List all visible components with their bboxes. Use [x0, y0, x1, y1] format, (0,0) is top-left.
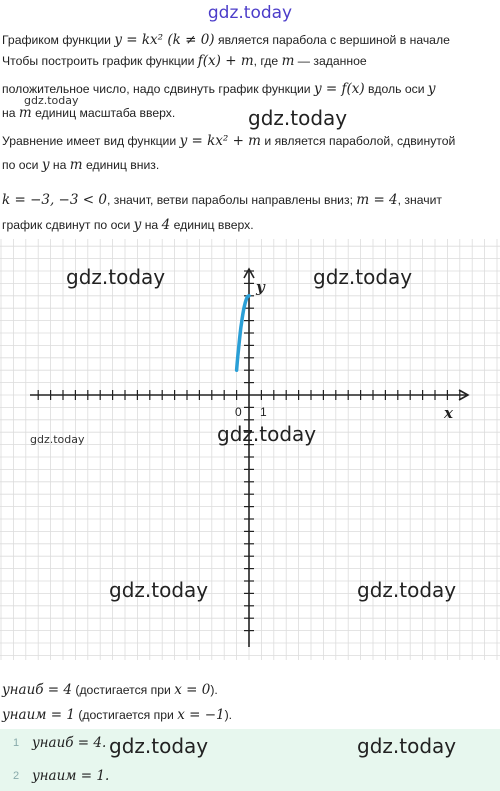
text-span: график сдвинут по оси	[2, 218, 134, 232]
text-span: положительное число, надо сдвинуть график функции	[2, 82, 314, 96]
result-max	[2, 682, 218, 698]
formula: x = 0	[174, 682, 211, 698]
text-span: и является параболой, сдвинутой	[260, 134, 456, 148]
watermark: gdz.today	[357, 578, 457, 602]
formula: y	[41, 157, 50, 173]
text-span: Графиком функции	[2, 33, 115, 47]
watermark: gdz.today	[357, 734, 457, 758]
text-span: по оси	[2, 158, 42, 172]
formula: y	[133, 217, 142, 233]
text-line-1	[2, 32, 450, 48]
formula: yнаиб = 4	[2, 682, 72, 698]
text-line-4	[2, 105, 175, 121]
text-line-8	[2, 217, 254, 233]
text-span: (достигается при	[72, 683, 175, 697]
text-span: единиц масштаба вверх.	[31, 106, 176, 120]
formula: k = −3, −3 < 0	[2, 192, 107, 208]
formula: y	[427, 81, 436, 97]
formula: m	[18, 105, 32, 121]
text-span: является парабола с вершиной в начале	[214, 33, 450, 47]
formula: m = 4	[356, 192, 398, 208]
formula: m	[69, 157, 83, 173]
watermark-small: gdz.today	[30, 433, 85, 446]
watermark: gdz.today	[217, 422, 317, 446]
watermark: gdz.today	[109, 734, 209, 758]
formula: 4	[161, 217, 171, 233]
origin-label: 0	[235, 405, 242, 419]
text-span: на	[2, 106, 19, 120]
watermark: gdz.today	[313, 265, 413, 289]
text-span: , значит	[397, 193, 442, 207]
text-span: , где	[253, 54, 282, 68]
text-span: на	[141, 218, 162, 232]
formula: f(x) + m	[197, 53, 254, 69]
watermark: gdz.today	[248, 106, 348, 130]
formula: y = kx² + m	[179, 133, 261, 149]
text-span: на	[49, 158, 70, 172]
text-line-6	[2, 157, 159, 173]
watermark: gdz.today	[66, 265, 166, 289]
text-span: ).	[210, 683, 218, 697]
watermark: gdz.today	[109, 578, 209, 602]
answer-number: 2	[13, 770, 20, 782]
text-line-7	[2, 192, 442, 208]
text-span: — заданное	[294, 54, 367, 68]
result-min	[2, 707, 232, 723]
text-line-2	[2, 53, 367, 69]
formula: m	[281, 53, 295, 69]
text-span: единиц вниз.	[82, 158, 160, 172]
answer-text: yнаиб = 4.	[32, 735, 107, 751]
y-axis-label: y	[256, 278, 265, 296]
answer-number: 1	[13, 737, 20, 749]
text-span: вдоль оси	[364, 82, 428, 96]
formula: x = −1	[177, 707, 225, 723]
x-axis-label: x	[444, 404, 453, 422]
text-span: ).	[224, 708, 233, 722]
text-span: единиц вверх.	[170, 218, 254, 232]
formula: y = f(x)	[313, 81, 365, 97]
watermark-small: gdz.today	[24, 94, 79, 107]
unit-label: 1	[260, 405, 267, 419]
text-line-5	[2, 133, 455, 149]
text-span: Уравнение имеет вид функции	[2, 134, 180, 148]
header-watermark: gdz.today	[207, 3, 293, 23]
text-span: (достигается при	[74, 708, 178, 722]
formula: y = kx² (k ≠ 0)	[114, 32, 215, 48]
formula: yнаим = 1	[2, 707, 75, 723]
text-span: , значит, ветви параболы направлены вниз;	[106, 193, 357, 207]
answer-text: yнаим = 1.	[32, 768, 110, 784]
text-span: Чтобы построить график функции	[2, 54, 198, 68]
